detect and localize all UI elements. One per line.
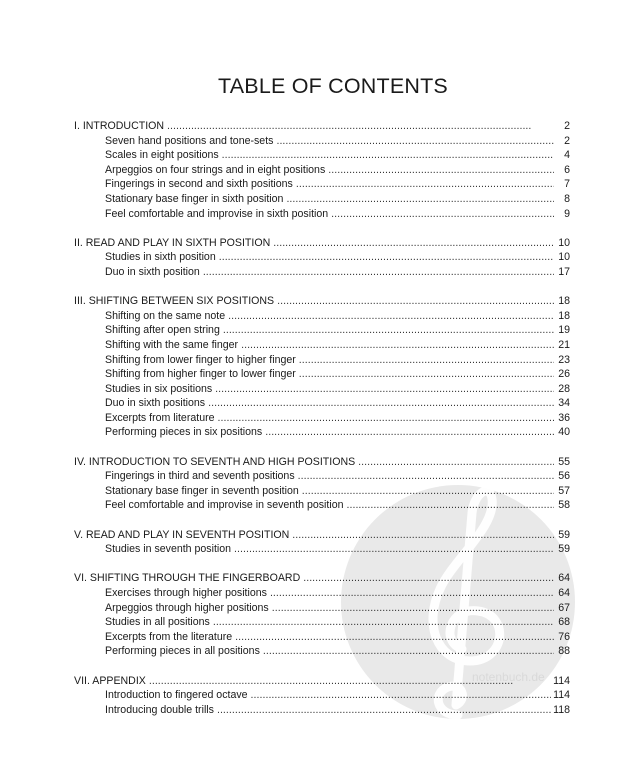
toc-entry-label: V. READ AND PLAY IN SEVENTH POSITION — [74, 528, 290, 541]
toc-entry-row[interactable] — [74, 396, 570, 411]
dot-leader — [223, 323, 554, 338]
dot-leader — [208, 396, 554, 411]
toc-section — [74, 236, 570, 280]
toc-entry-label: Scales in eight positions — [105, 149, 219, 162]
toc-page-number: 4 — [564, 149, 570, 162]
dot-leader — [328, 163, 554, 178]
toc-section — [74, 455, 570, 513]
toc-page-number: 114 — [553, 689, 570, 702]
dot-leader — [215, 382, 554, 397]
toc-entry-row[interactable] — [74, 338, 570, 353]
dot-leader — [203, 265, 554, 280]
toc-chapter-row[interactable] — [74, 528, 570, 543]
toc-entry-label: III. SHIFTING BETWEEN SIX POSITIONS — [74, 295, 275, 308]
dot-leader — [292, 528, 554, 543]
page-title: TABLE OF CONTENTS — [218, 74, 448, 98]
toc-entry-label: Duo in sixth positions — [105, 397, 206, 410]
toc-entry-label: Introduction to fingered octave — [105, 689, 248, 702]
toc-entry-label: VI. SHIFTING THROUGH THE FINGERBOARD — [74, 572, 301, 585]
toc-page-number: 7 — [564, 178, 570, 191]
toc-page-number: 21 — [558, 338, 570, 351]
toc-page-number: 55 — [558, 455, 570, 468]
toc-page-number: 56 — [558, 470, 570, 483]
toc-entry-label: Stationary base finger in seventh position — [105, 484, 299, 497]
toc-entry-label: Performing pieces in six positions — [105, 426, 263, 439]
toc-page-number: 40 — [558, 426, 570, 439]
toc-entry-label: Exercises through higher positions — [105, 587, 267, 599]
dot-leader — [218, 411, 554, 426]
toc-page-number: 59 — [558, 543, 570, 556]
toc-page-number: 19 — [558, 324, 570, 337]
toc-entry-row[interactable] — [74, 688, 570, 703]
dot-leader — [298, 469, 554, 484]
toc-entry-row[interactable] — [74, 207, 570, 222]
toc-entry-label: Shifting from higher finger to lower finger — [105, 368, 296, 381]
toc-entry-row[interactable] — [74, 134, 570, 149]
toc-entry-label: Performing pieces in all positions — [105, 645, 260, 658]
toc-entry-row[interactable] — [74, 309, 570, 324]
toc-page-number: 68 — [558, 616, 570, 629]
toc-page-number: 6 — [564, 163, 570, 176]
dot-leader — [299, 353, 554, 368]
toc-chapter-row[interactable] — [74, 119, 570, 134]
dot-leader — [358, 455, 554, 470]
toc-section — [74, 119, 570, 221]
toc-entry-label: Feel comfortable and improvise in seventh position — [105, 499, 344, 512]
toc-page-number: 10 — [558, 251, 570, 264]
dot-leader — [241, 338, 554, 353]
dot-leader — [149, 674, 551, 689]
toc-entry-label: Shifting from lower finger to higher finger — [105, 353, 296, 366]
toc-page-number: 76 — [558, 630, 570, 643]
dot-leader — [276, 134, 554, 149]
toc-section — [74, 571, 570, 659]
toc-page-number: 58 — [558, 499, 570, 512]
toc-entry-label: Fingerings in second and sixth positions — [105, 178, 293, 191]
toc-entry-row[interactable] — [74, 601, 570, 616]
toc-entry-label: Shifting after open string — [105, 324, 220, 337]
toc-page-number: 118 — [553, 703, 570, 716]
toc-entry-label: Studies in six positions — [105, 382, 213, 395]
toc-entry-row[interactable] — [74, 148, 570, 163]
toc-entry-label: I. INTRODUCTION — [74, 120, 165, 132]
toc-page-number: 18 — [558, 309, 570, 322]
toc-page-number: 8 — [564, 192, 570, 205]
toc-page-number: 18 — [558, 295, 570, 308]
toc-section — [74, 294, 570, 440]
toc-page-number: 36 — [558, 411, 570, 424]
toc-entry-row[interactable] — [74, 353, 570, 368]
dot-leader — [251, 688, 552, 703]
toc-chapter-row[interactable] — [74, 236, 570, 251]
toc-entry-row[interactable] — [74, 542, 570, 557]
dot-leader — [235, 630, 554, 645]
toc-entry-row[interactable] — [74, 630, 570, 645]
toc-entry-label: Shifting on the same note — [105, 309, 226, 322]
toc-page-number: 67 — [558, 601, 570, 614]
dot-leader — [277, 294, 554, 309]
dot-leader — [346, 498, 554, 513]
toc-entry-label: IV. INTRODUCTION TO SEVENTH AND HIGH POSITIONS — [74, 455, 356, 468]
toc-entry-label: Studies in seventh position — [105, 543, 232, 556]
toc-entry-row[interactable] — [74, 469, 570, 484]
toc-page-number: 26 — [558, 368, 570, 381]
toc-entry-label: Studies in sixth position — [105, 251, 216, 264]
dot-leader — [273, 236, 554, 251]
toc-entry-row[interactable] — [74, 163, 570, 178]
toc-entry-row[interactable] — [74, 615, 570, 630]
toc-entry-row[interactable] — [74, 177, 570, 192]
toc-entry-row[interactable] — [74, 323, 570, 338]
toc-entry-label: Excerpts from the literature — [105, 630, 233, 643]
dot-leader — [234, 542, 554, 557]
toc-entry-label: Arpeggios on four strings and in eight positions — [105, 163, 326, 176]
toc-page-number: 88 — [558, 645, 570, 658]
toc-section — [74, 528, 570, 557]
dot-leader — [213, 615, 554, 630]
toc-entry-row[interactable] — [74, 498, 570, 513]
toc-entry-label: Seven hand positions and tone-sets — [105, 134, 274, 147]
dot-leader — [331, 207, 554, 222]
toc-entry-label: Arpeggios through higher positions — [105, 601, 269, 614]
toc-entry-row[interactable] — [74, 411, 570, 426]
toc-entry-label: II. READ AND PLAY IN SIXTH POSITION — [74, 236, 271, 249]
toc-entry-row[interactable] — [74, 250, 570, 265]
dot-leader — [219, 250, 554, 265]
toc-chapter-row[interactable] — [74, 455, 570, 470]
toc-entry-label: Introducing double trills — [105, 703, 214, 716]
toc-page-number: 28 — [558, 382, 570, 395]
dot-leader — [296, 177, 554, 192]
dot-leader — [217, 703, 551, 718]
toc-entry-row[interactable] — [74, 265, 570, 280]
toc-page-number: 59 — [558, 528, 570, 541]
dot-leader — [270, 586, 554, 601]
toc-page-number: 114 — [553, 674, 570, 687]
dot-leader — [302, 484, 554, 499]
toc-entry-row[interactable] — [74, 425, 570, 440]
toc-entry-label: Stationary base finger in sixth position — [105, 192, 284, 205]
toc-entry-row[interactable] — [74, 703, 570, 718]
dot-leader — [303, 571, 554, 586]
toc-entry-row[interactable] — [74, 586, 570, 601]
toc-page-number: 64 — [558, 572, 570, 585]
toc-page-number: 2 — [564, 120, 570, 132]
toc-entry-label: Duo in sixth position — [105, 265, 200, 278]
toc-page-number: 10 — [558, 236, 570, 249]
toc-entry-label: Excerpts from literature — [105, 411, 215, 424]
toc-entry-label: Shifting with the same finger — [105, 338, 239, 351]
dot-leader — [167, 119, 554, 134]
toc-page-number: 34 — [558, 397, 570, 410]
toc-entry-row[interactable] — [74, 484, 570, 499]
dot-leader — [272, 601, 554, 616]
dot-leader — [263, 644, 554, 659]
toc-page-number: 17 — [558, 265, 570, 278]
toc-chapter-row[interactable] — [74, 571, 570, 586]
toc-page-number: 2 — [564, 134, 570, 147]
toc-entry-label: Feel comfortable and improvise in sixth position — [105, 207, 329, 220]
toc-chapter-row[interactable] — [74, 294, 570, 309]
dot-leader — [286, 192, 554, 207]
toc-page-number: 23 — [558, 353, 570, 366]
toc-entry-row[interactable] — [74, 644, 570, 659]
table-of-contents — [74, 119, 570, 732]
dot-leader — [299, 367, 554, 382]
toc-section — [74, 674, 570, 718]
watermark-text: notenbuch.de — [472, 670, 545, 684]
toc-chapter-row[interactable] — [74, 674, 570, 689]
toc-entry-row[interactable] — [74, 382, 570, 397]
dot-leader — [222, 148, 554, 163]
dot-leader — [228, 309, 554, 324]
toc-entry-row[interactable] — [74, 367, 570, 382]
toc-entry-label: Fingerings in third and seventh positions — [105, 470, 295, 483]
toc-entry-label: Studies in all positions — [105, 616, 210, 629]
toc-page-number: 9 — [564, 207, 570, 220]
toc-page-number: 64 — [558, 587, 570, 599]
dot-leader — [265, 425, 554, 440]
toc-page-number: 57 — [558, 484, 570, 497]
toc-entry-label: VII. APPENDIX — [74, 674, 146, 687]
toc-entry-row[interactable] — [74, 192, 570, 207]
